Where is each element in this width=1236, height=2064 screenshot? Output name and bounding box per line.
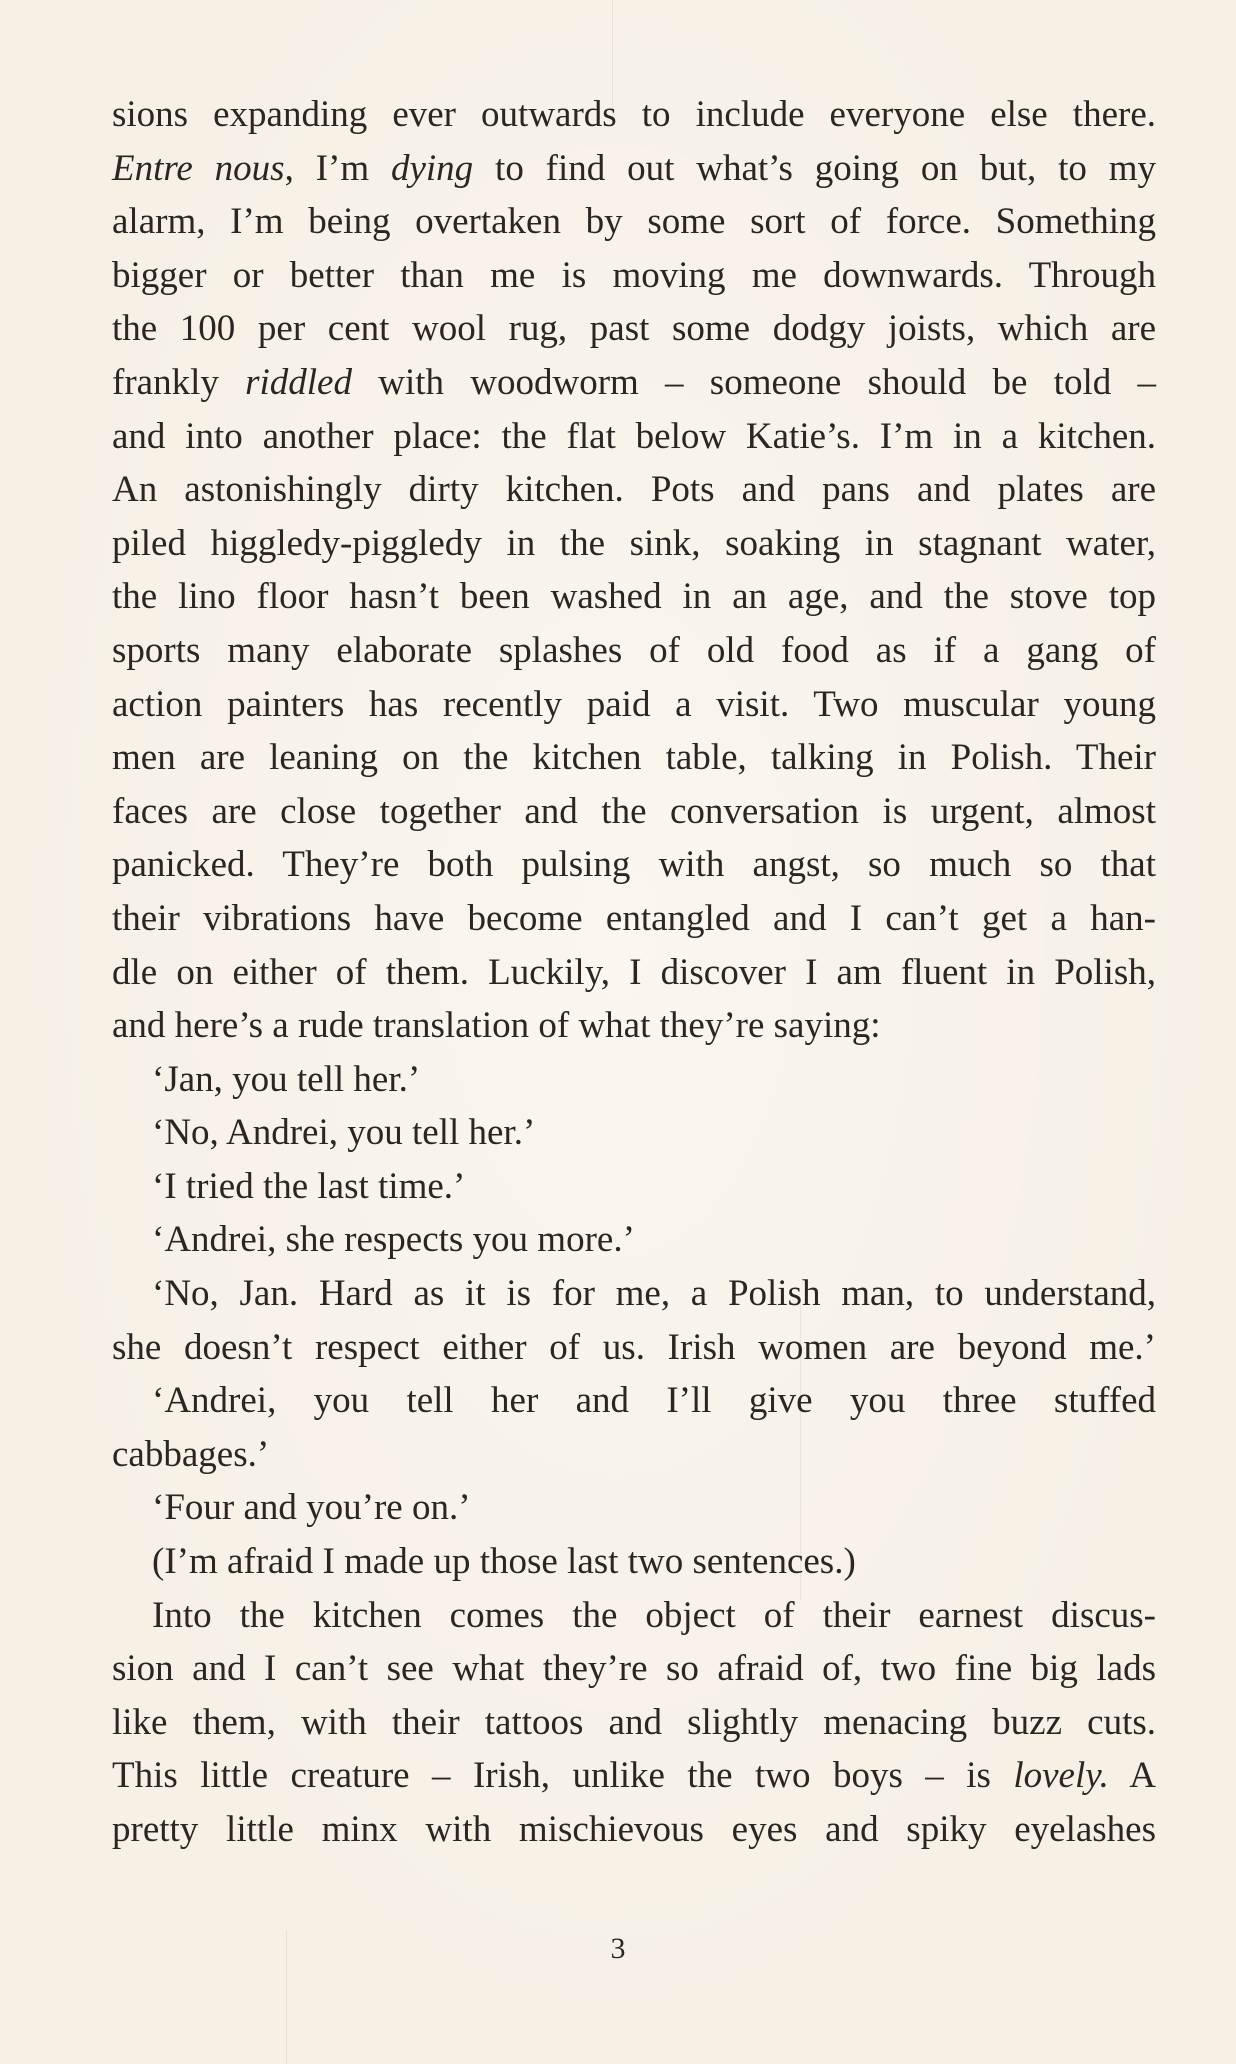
text-line <box>112 1803 1156 1857</box>
text-line <box>112 410 1156 464</box>
italic-text: dying <box>390 147 474 189</box>
text-run: (I’m afraid I made up those last two sentences.) <box>152 1541 856 1583</box>
italic-text: riddled <box>245 361 352 403</box>
text-run: to find out what’s going on but, to my <box>473 147 1156 189</box>
text-run: dle on either of them. Luckily, I discover I am fluent in Polish, <box>112 951 1156 993</box>
text-line <box>112 1696 1156 1750</box>
text-run: their vibrations have become entangled and I can’t get a han- <box>112 897 1156 939</box>
text-run: alarm, I’m being overtaken by some sort of force. Something <box>112 201 1156 243</box>
text-line <box>112 142 1156 196</box>
text-run: frankly <box>112 361 246 403</box>
text-run: ‘Four and you’re on.’ <box>152 1487 471 1529</box>
text-line <box>112 1321 1156 1375</box>
text-line <box>112 731 1156 785</box>
text-line <box>112 302 1156 356</box>
text-line <box>112 356 1156 410</box>
text-run: ‘No, Andrei, you tell her.’ <box>152 1112 536 1154</box>
text-run: faces are close together and the conversation is urgent, almost <box>112 790 1156 832</box>
text-run: the 100 per cent wool rug, past some dodgy joists, which are <box>112 308 1156 350</box>
text-line <box>112 946 1156 1000</box>
text-run: pretty little minx with mischievous eyes and spiky eyelashes <box>112 1809 1156 1850</box>
text-line <box>112 999 1156 1053</box>
text-line <box>112 892 1156 946</box>
text-run: she doesn’t respect either of us. Irish women are beyond me.’ <box>112 1326 1156 1368</box>
text-line <box>112 1213 1156 1267</box>
text-run: ‘Andrei, she respects you more.’ <box>152 1219 635 1261</box>
text-run: Into the kitchen comes the object of their earnest discus- <box>152 1594 1156 1636</box>
italic-text: Entre nous <box>112 147 285 189</box>
text-run: with woodworm – someone should be told – <box>351 361 1156 403</box>
text-run: ‘No, Jan. Hard as it is for me, a Polish man, to understand, <box>152 1273 1156 1315</box>
text-line <box>112 1535 1156 1589</box>
italic-text: lovely. <box>1013 1755 1109 1797</box>
text-run: panicked. They’re both pulsing with angst, so much so that <box>112 844 1156 886</box>
text-run: bigger or better than me is moving me downwards. Through <box>112 254 1156 296</box>
text-line <box>112 195 1156 249</box>
text-line <box>112 1374 1156 1428</box>
text-run: This little creature – Irish, unlike the two boys – is <box>112 1755 1014 1797</box>
text-run: cabbages.’ <box>112 1433 270 1475</box>
text-line <box>112 785 1156 839</box>
text-run: ‘I tried the last time.’ <box>152 1165 466 1207</box>
page-number: 3 <box>610 1932 626 1965</box>
body-text <box>112 88 1156 1857</box>
text-line <box>112 1481 1156 1535</box>
text-run: , I’m <box>284 147 391 189</box>
text-line <box>112 1267 1156 1321</box>
text-run: piled higgledy-piggledy in the sink, soaking in stagnant water, <box>112 522 1156 564</box>
text-run: sports many elaborate splashes of old food as if a gang of <box>112 629 1156 671</box>
text-run: the lino floor hasn’t been washed in an age, and the stove top <box>112 576 1156 618</box>
text-line <box>112 570 1156 624</box>
text-run: and into another place: the flat below Katie’s. I’m in a kitchen. <box>112 415 1156 457</box>
text-line <box>112 88 1156 142</box>
text-line <box>112 1160 1156 1214</box>
text-line <box>112 1428 1156 1482</box>
text-line <box>112 1642 1156 1696</box>
text-line <box>112 678 1156 732</box>
text-line <box>112 517 1156 571</box>
text-line <box>112 1106 1156 1160</box>
text-run: men are leaning on the kitchen table, talking in Polish. Their <box>112 737 1156 779</box>
text-line <box>112 624 1156 678</box>
text-run: ‘Andrei, you tell her and I’ll give you three stuffed <box>152 1380 1156 1422</box>
text-line <box>112 249 1156 303</box>
text-line <box>112 1053 1156 1107</box>
text-run: sion and I can’t see what they’re so afraid of, two fine big lads <box>112 1648 1156 1690</box>
text-line <box>112 838 1156 892</box>
text-run: like them, with their tattoos and slightly menacing buzz cuts. <box>112 1701 1156 1743</box>
text-run: ‘Jan, you tell her.’ <box>152 1058 421 1100</box>
text-run: sions expanding ever outwards to include everyone else there. <box>112 94 1156 135</box>
text-line <box>112 1589 1156 1643</box>
text-line <box>112 463 1156 517</box>
text-run: An astonishingly dirty kitchen. Pots and pans and plates are <box>112 469 1156 511</box>
text-run: A <box>1108 1755 1157 1797</box>
text-line <box>112 1749 1156 1803</box>
text-run: action painters has recently paid a visit. Two muscular young <box>112 683 1156 725</box>
text-run: and here’s a rude translation of what they’re saying: <box>112 1005 881 1047</box>
